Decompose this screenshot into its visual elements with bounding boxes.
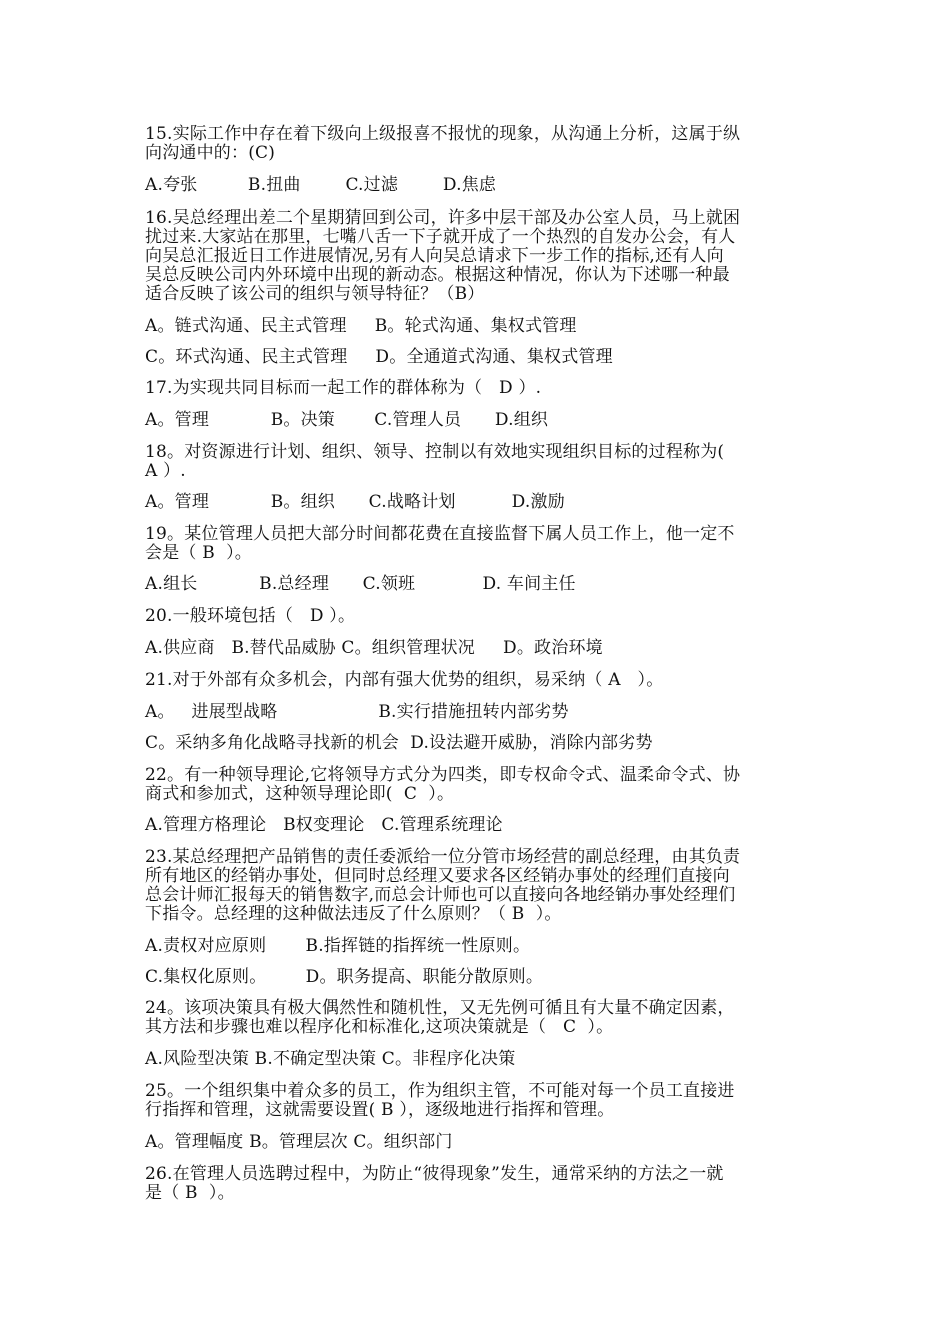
q16-stem-line-5: 适合反映了该公司的组织与领导特征？（B） — [145, 284, 485, 304]
q25-stem-line-2: 行指挥和管理，这就需要设置( B ），逐级地进行指挥和管理。 — [145, 1100, 615, 1120]
q21-options-line-2: C。采纳多角化战略寻找新的机会 D.设法避开威胁，消除内部劣势 — [145, 733, 653, 753]
q16-options-line-2: C。环式沟通、民主式管理 D。全通道式沟通、集权式管理 — [145, 347, 613, 367]
q18-stem-line-2: A ）. — [145, 461, 186, 481]
q25-stem-line-1: 25。一个组织集中着众多的员工，作为组织主管，不可能对每一个员工直接进 — [145, 1081, 735, 1101]
q23-options-line-1: A.责权对应原则 B.指挥链的指挥统一性原则。 — [145, 936, 531, 956]
q24-stem-line-1: 24。该项决策具有极大偶然性和随机性，又无先例可循且有大量不确定因素， — [145, 998, 735, 1018]
q26-stem-line-1: 26.在管理人员选聘过程中，为防止“彼得现象”发生，通常采纳的方法之一就 — [145, 1164, 724, 1184]
q18-stem-line-1: 18。对资源进行计划、组织、领导、控制以有效地实现组织目标的过程称为( — [145, 442, 725, 462]
q19-stem-line-1: 19。某位管理人员把大部分时间都花费在直接监督下属人员工作上，他一定不 — [145, 524, 735, 544]
q23-options-line-2: C.集权化原则。 D。职务提高、职能分散原则。 — [145, 967, 544, 987]
q22-stem-line-2: 商式和参加式，这种领导理论即( C ）。 — [145, 784, 455, 804]
q26-stem-line-2: 是（ B ）。 — [145, 1183, 235, 1203]
q23-stem-line-4: 下指令。总经理的这种做法违反了什么原则？（ B ）。 — [145, 904, 562, 924]
q16-stem-line-1: 16.吴总经理出差二个星期猜回到公司，许多中层干部及办公室人员，马上就困 — [145, 208, 741, 228]
q16-options-line-1: A。链式沟通、民主式管理 B。轮式沟通、集权式管理 — [145, 316, 577, 336]
q20-options: A.供应商 B.替代品威胁 C。组织管理状况 D。政治环境 — [145, 638, 603, 658]
q17-options: A。管理 B。决策 C.管理人员 D.组织 — [145, 410, 549, 430]
q24-options: A.风险型决策 B.不确定型决策 C。非程序化决策 — [145, 1049, 516, 1069]
q24-stem-line-2: 其方法和步骤也难以程序化和标准化,这项决策就是（ C ）。 — [145, 1017, 614, 1037]
q22-stem-line-1: 22。有一种领导理论,它将领导方式分为四类，即专权命令式、温柔命令式、协 — [145, 765, 741, 785]
q22-options: A.管理方格理论 B权变理论 C.管理系统理论 — [145, 815, 503, 835]
q23-stem-line-2: 所有地区的经销办事处，但同时总经理又要求各区经销办事处的经理们直接向 — [145, 866, 730, 886]
q17-stem: 17.为实现共同目标而一起工作的群体称为（ D ）. — [145, 378, 542, 398]
q21-options-line-1: A。 进展型战略 B.实行措施扭转内部劣势 — [145, 702, 569, 722]
q19-options: A.组长 B.总经理 C.领班 D. 车间主任 — [145, 574, 576, 594]
q15-stem-line-1: 15.实际工作中存在着下级向上级报喜不报忧的现象，从沟通上分析，这属于纵 — [145, 124, 741, 144]
q23-stem-line-1: 23.某总经理把产品销售的责任委派给一位分管市场经营的副总经理，由其负责 — [145, 847, 741, 867]
q16-stem-line-4: 吴总反映公司内外环境中出现的新动态。根据这种情况，你认为下述哪一种最 — [145, 265, 730, 285]
q18-options: A。管理 B。组织 C.战略计划 D.激励 — [145, 492, 565, 512]
q25-options: A。管理幅度 B。管理层次 C。组织部门 — [145, 1132, 453, 1152]
q16-stem-line-2: 扰过来.大家站在那里，七嘴八舌一下子就开成了一个热烈的自发办公会，有人 — [145, 227, 736, 247]
q19-stem-line-2: 会是（ B ）。 — [145, 543, 253, 563]
q15-options: A.夸张 B.扭曲 C.过滤 D.焦虑 — [145, 175, 497, 195]
q16-stem-line-3: 向吴总汇报近日工作进展情况,另有人向吴总请求下一步工作的指标,还有人向 — [145, 246, 724, 266]
q23-stem-line-3: 总会计师汇报每天的销售数字,而总会计师也可以直接向各地经销办事处经理们 — [145, 885, 736, 905]
q15-stem-line-2: 向沟通中的：(C) — [145, 143, 276, 163]
q20-stem: 20.一般环境包括（ D ）。 — [145, 606, 356, 626]
q21-stem: 21.对于外部有众多机会，内部有强大优势的组织，易采纳（ A ）。 — [145, 670, 664, 690]
